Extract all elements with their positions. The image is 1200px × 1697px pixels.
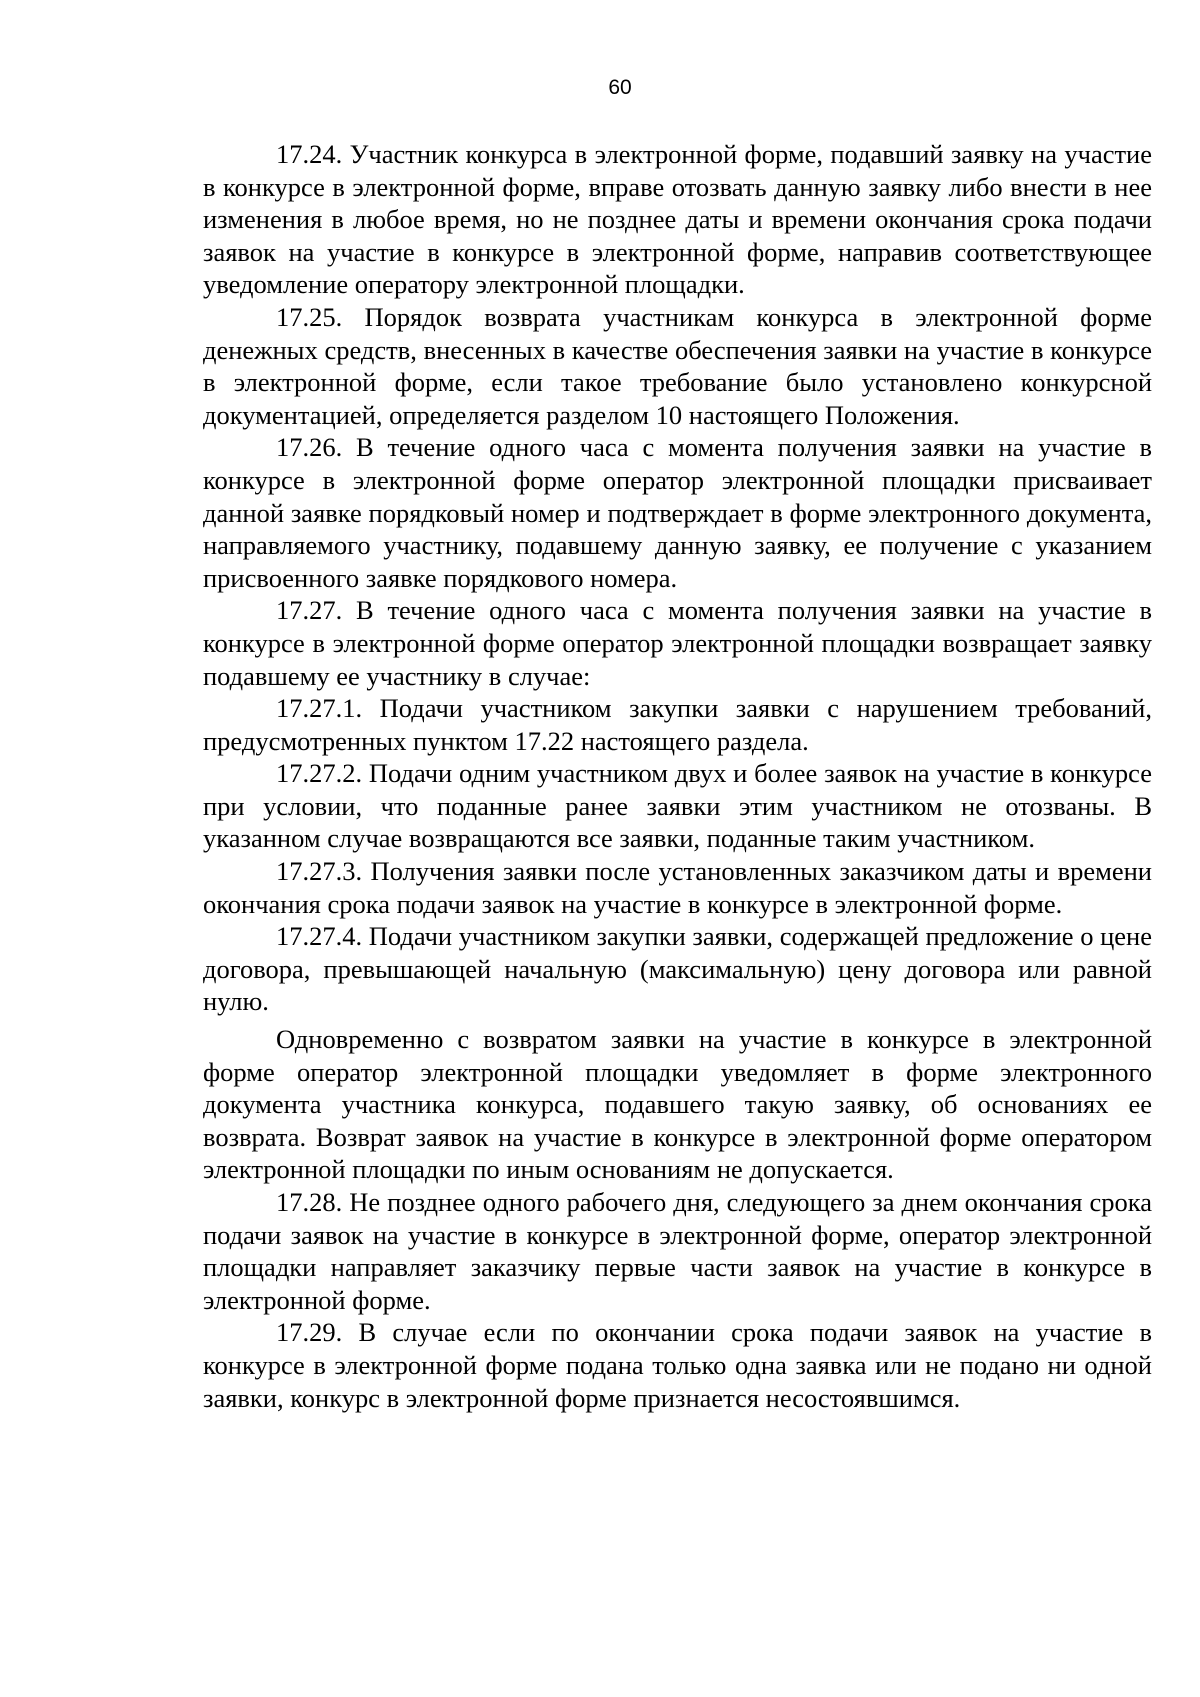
paragraph-17-28: 17.28. Не позднее одного рабочего дня, следующего за днем окончания срока подачи заявок на участие в конкурсе в электронной форме, оператор электронной площадки направляет заказчику первые части заявок на участие в конкурсе в электронной форме. xyxy=(203,1187,1152,1315)
paragraph-17-27-4: 17.27.4. Подачи участником закупки заявки, содержащей предложение о цене договора, превышающей начальную (максимальную) цену договора или равной нулю. xyxy=(203,921,1152,1017)
paragraph-17-29: 17.29. В случае если по окончании срока подачи заявок на участие в конкурсе в электронной форме подана только одна заявка или не подано ни одной заявки, конкурс в электронной форме признается несостоявшимся. xyxy=(203,1317,1152,1413)
paragraph-17-26: 17.26. В течение одного часа с момента получения заявки на участие в конкурсе в электронной форме оператор электронной площадки присваивает данной заявке порядковый номер и подтверждает в форме электронного документа, направляемого участнику, подавшему данную заявку, ее получение с указанием присвоенного заявке порядкового номера. xyxy=(203,432,1152,593)
paragraph-17-27: 17.27. В течение одного часа с момента получения заявки на участие в конкурсе в электронной форме оператор электронной площадки возвращает заявку подавшему ее участнику в случае: xyxy=(203,595,1152,691)
paragraph-17-27-1: 17.27.1. Подачи участником закупки заявки с нарушением требований, предусмотренных пунктом 17.22 настоящего раздела. xyxy=(203,693,1152,756)
paragraph-17-25: 17.25. Порядок возврата участникам конкурса в электронной форме денежных средств, внесенных в качестве обеспечения заявки на участие в конкурсе в электронной форме, если такое требование было установлено конкурсной документацией, определяется разделом 10 настоящего Положения. xyxy=(203,301,1152,430)
page-number: 60 xyxy=(608,76,632,99)
paragraph-17-27-2: 17.27.2. Подачи одним участником двух и более заявок на участие в конкурсе при условии, что поданные ранее заявки этим участником не отозваны. В указанном случае возвращаются все заявки, поданные таким участником. xyxy=(203,758,1152,854)
document-body xyxy=(203,138,1152,1414)
paragraph-17-24: 17.24. Участник конкурса в электронной форме, подавший заявку на участие в конкурсе в электронной форме, вправе отозвать данную заявку либо внести в нее изменения в любое время, но не позднее даты и времени окончания срока подачи заявок на участие в конкурсе в электронной форме, направив соответствующее уведомление оператору электронной площадки. xyxy=(203,139,1152,300)
paragraph-17-27-3: 17.27.3. Получения заявки после установленных заказчиком даты и времени окончания срока подачи заявок на участие в конкурсе в электронной форме. xyxy=(203,856,1152,919)
paragraph-return-notice: Одновременно с возвратом заявки на участие в конкурсе в электронной форме оператор электронной площадки уведомляет в форме электронного документа участника конкурса, подавшего такую заявку, об основаниях ее возврата. Возврат заявок на участие в конкурсе в электронной форме оператором электронной площадки по иным основаниям не допускается. xyxy=(203,1024,1152,1185)
